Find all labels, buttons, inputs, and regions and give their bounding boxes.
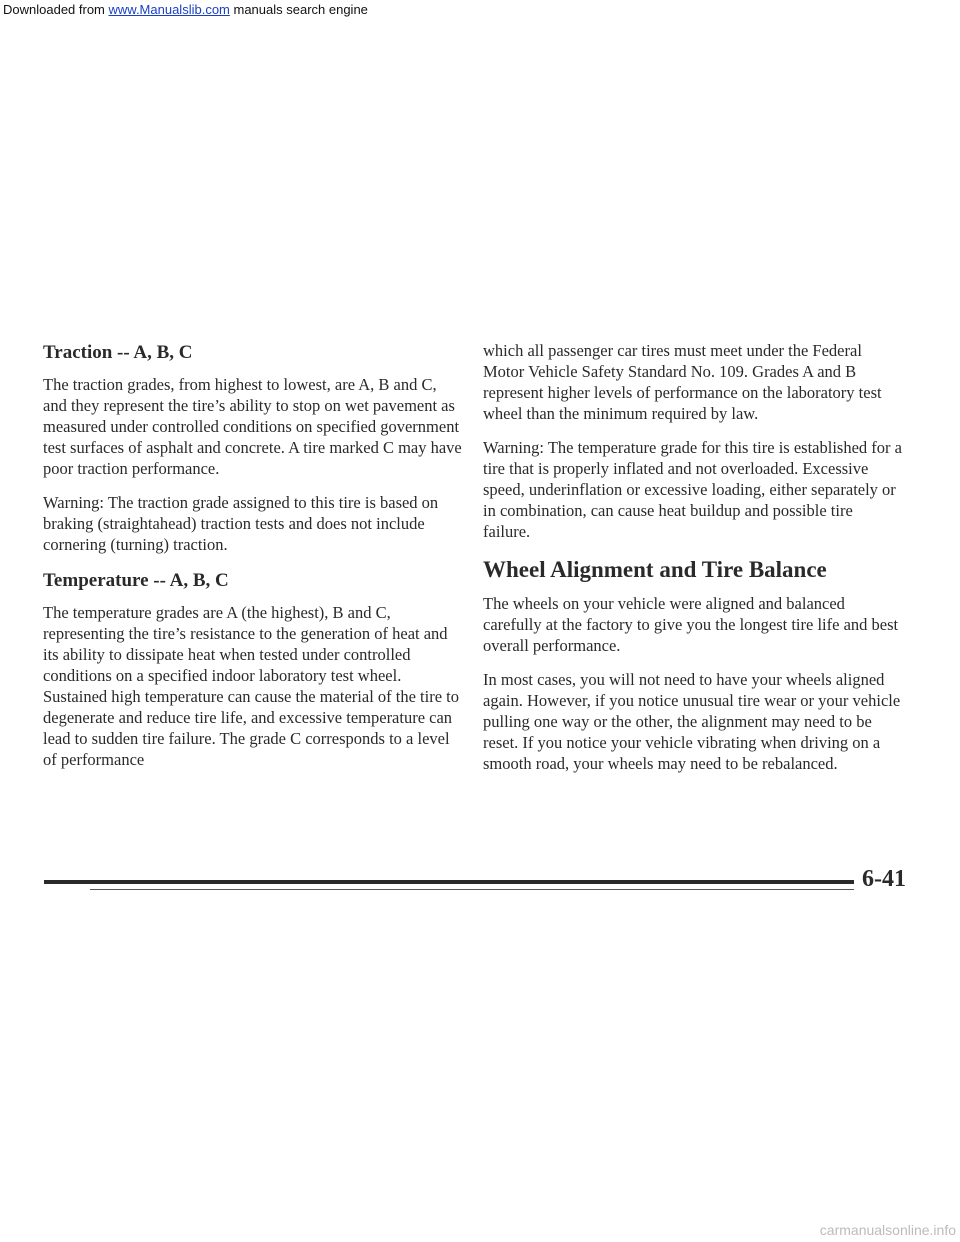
temperature-warning: Warning: The temperature grade for this tire is established for a tire that is properly inflated and not overloaded. Excessive speed, underinflation or excessive loading, either separately or in combination, can cause heat buildup and possible tire failure. [483,438,902,541]
banner-prefix: Downloaded from [3,2,109,17]
traction-paragraph: The traction grades, from highest to lowest, are A, B and C, and they represent the tire’s ability to stop on wet pavement as measured under controlled conditions on specified government test surfaces of asphalt and concrete. A tire marked C may have poor traction performance. [43,375,462,478]
manualslib-link[interactable]: www.Manualslib.com [108,2,230,17]
temperature-heading: Temperature -- A, B, C [43,570,229,591]
temperature-paragraph-continued: which all passenger car tires must meet under the Federal Motor Vehicle Safety Standard No. 109. Grades A and B represent higher levels of performance on the laboratory test wheel than the minimum required by law. [483,341,882,423]
download-banner [0,0,368,20]
watermark: carmanualsonline.info [819,1222,956,1238]
banner-suffix: manuals search engine [229,2,368,17]
footer-rule-thin [90,889,854,890]
alignment-heading: Wheel Alignment and Tire Balance [483,557,827,582]
traction-warning: Warning: The traction grade assigned to this tire is based on braking (straightahead) traction tests and does not include cornering (turning) traction. [43,493,439,554]
right-column [483,340,903,787]
alignment-paragraph-1: The wheels on your vehicle were aligned and balanced carefully at the factory to give you the longest tire life and best overall performance. [483,594,899,655]
footer-rule-thick [44,880,854,884]
traction-heading: Traction -- A, B, C [43,342,193,363]
temperature-paragraph: The temperature grades are A (the highest), B and C, representing the tire’s resistance to the generation of heat and its ability to dissipate heat when tested under controlled conditions on a specified indoor laboratory test wheel. Sustained high temperature can cause the material of the tire to degenerate and reduce tire life, and excessive temperature can lead to sudden tire failure. The grade C corresponds to a level of performance [43,603,460,769]
left-column [43,340,463,783]
page-number: 6-41 [862,866,906,892]
alignment-paragraph-2: In most cases, you will not need to have your wheels aligned again. However, if you notice unusual tire wear or your vehicle pulling one way or the other, the alignment may need to be reset. If you notice your vehicle vibrating when driving on a smooth road, your wheels may need to be rebalanced. [483,670,901,773]
